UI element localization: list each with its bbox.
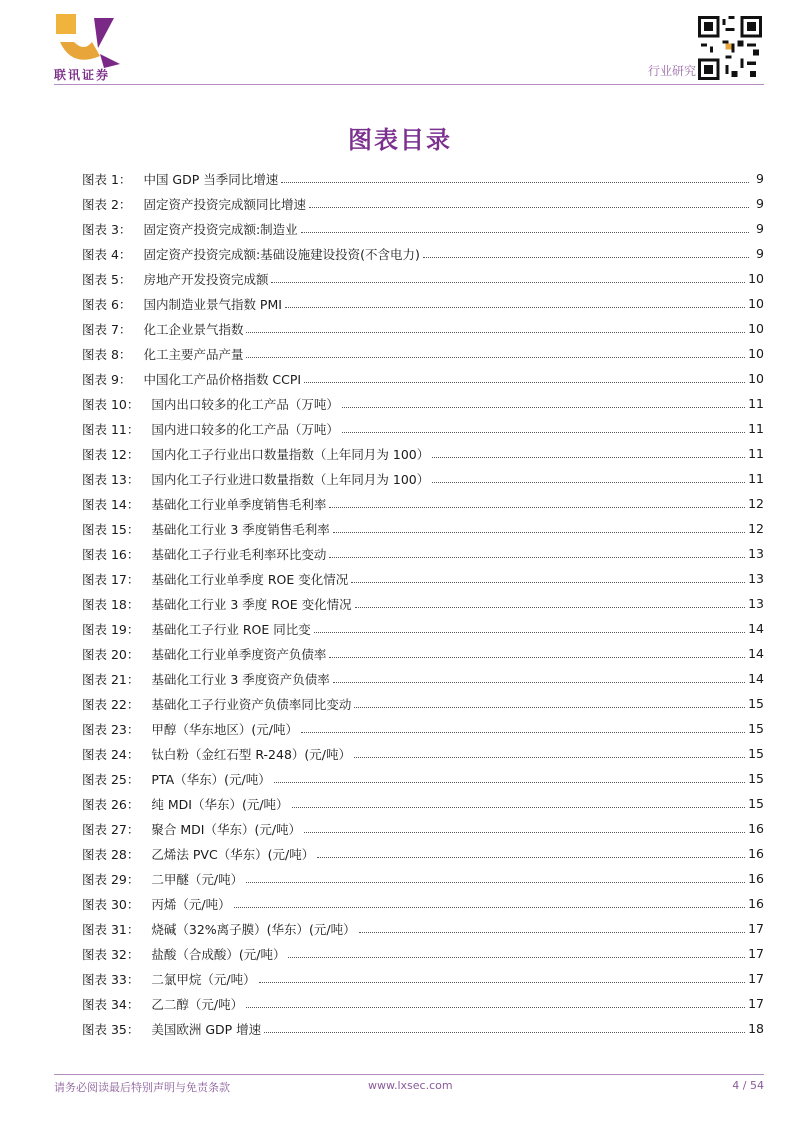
toc-entry-label: 图表 3： [82, 221, 132, 237]
toc-entry[interactable] [82, 466, 764, 491]
toc-dot-leader [292, 807, 746, 808]
toc-entry-label: 图表 22： [82, 696, 140, 712]
toc-dot-leader [234, 907, 745, 908]
toc-entry[interactable] [82, 891, 764, 916]
toc-entry[interactable] [82, 766, 764, 791]
toc-entry-page: 12 [748, 496, 764, 511]
toc-entry[interactable] [82, 441, 764, 466]
toc-entry-page: 17 [748, 921, 764, 936]
toc-dot-leader [342, 407, 745, 408]
toc-entry[interactable] [82, 316, 764, 341]
toc-entry-label: 图表 20： [82, 646, 140, 662]
toc-entry-page: 9 [756, 171, 764, 186]
toc-entry-page: 14 [748, 621, 764, 636]
toc-entry-title: 美国欧洲 GDP 增速 [151, 1021, 262, 1037]
toc-entry[interactable] [82, 741, 764, 766]
toc-entry-title: 二氯甲烷（元/吨） [151, 971, 256, 987]
toc-entry[interactable] [82, 216, 764, 241]
toc-dot-leader [304, 832, 745, 833]
footer-disclaimer: 请务必阅读最后特别声明与免责条款 [54, 1081, 230, 1094]
toc-entry[interactable] [82, 991, 764, 1016]
toc-entry-page: 18 [748, 1021, 764, 1036]
toc-dot-leader [304, 382, 745, 383]
toc-entry-title: 聚合 MDI（华东）(元/吨） [151, 821, 302, 837]
toc-entry-page: 16 [748, 896, 764, 911]
toc-entry-label: 图表 16： [82, 546, 140, 562]
toc-entry[interactable] [82, 541, 764, 566]
toc-entry-page: 13 [748, 596, 764, 611]
toc-entry-label: 图表 33： [82, 971, 140, 987]
toc-dot-leader [354, 757, 745, 758]
toc-entry[interactable] [82, 966, 764, 991]
toc-entry-label: 图表 26： [82, 796, 140, 812]
toc-entry[interactable] [82, 666, 764, 691]
toc-entry-page: 16 [748, 871, 764, 886]
toc-entry-label: 图表 35： [82, 1021, 140, 1037]
toc-entry-title: 基础化工子行业毛利率环比变动 [151, 546, 327, 562]
toc-entry-label: 图表 30： [82, 896, 140, 912]
toc-entry-label: 图表 13： [82, 471, 140, 487]
toc-entry[interactable] [82, 941, 764, 966]
toc-entry-title: 基础化工行业 3 季度 ROE 变化情况 [151, 596, 352, 612]
toc-entry-page: 10 [748, 371, 764, 386]
toc-dot-leader [314, 632, 745, 633]
toc-entry-label: 图表 11： [82, 421, 140, 437]
toc-entry-label: 图表 1： [82, 171, 132, 187]
toc-entry-title: 中国 GDP 当季同比增速 [143, 171, 279, 187]
toc-entry-label: 图表 2： [82, 196, 132, 212]
toc-entry-page: 14 [748, 646, 764, 661]
toc-entry-title: 基础化工子行业 ROE 同比变 [151, 621, 311, 637]
footer-rule [54, 1074, 764, 1075]
toc-dot-leader [274, 782, 745, 783]
toc-dot-leader [354, 707, 745, 708]
toc-entry-title: 钛白粉（金红石型 R-248）(元/吨） [151, 746, 352, 762]
toc-entry-page: 12 [748, 521, 764, 536]
toc-entry-title: PTA（华东）(元/吨） [151, 771, 271, 787]
toc-dot-leader [329, 657, 745, 658]
toc-dot-leader [264, 1032, 745, 1033]
footer-page-number: 4 / 54 [732, 1079, 764, 1092]
toc-dot-leader [342, 432, 745, 433]
toc-dot-leader [281, 182, 749, 183]
toc-dot-leader [285, 307, 745, 308]
toc-entry-title: 基础化工子行业资产负债率同比变动 [151, 696, 352, 712]
toc-entry-title: 基础化工行业单季度 ROE 变化情况 [151, 571, 349, 587]
toc-entry-page: 13 [748, 546, 764, 561]
toc-dot-leader [355, 607, 745, 608]
toc-dot-leader [333, 532, 745, 533]
toc-entry-title: 乙二醇（元/吨） [151, 996, 244, 1012]
toc-entry-label: 图表 21： [82, 671, 140, 687]
toc-entry-label: 图表 6： [82, 296, 132, 312]
toc-dot-leader [246, 1007, 745, 1008]
toc-entry-title: 国内制造业景气指数 PMI [143, 296, 282, 312]
toc-dot-leader [351, 582, 745, 583]
toc-entry-page: 15 [748, 746, 764, 761]
toc-entry[interactable] [82, 366, 764, 391]
toc-entry-title: 国内化工子行业进口数量指数（上年同月为 100） [151, 471, 430, 487]
toc-entry-label: 图表 18： [82, 596, 140, 612]
toc-entry-label: 图表 14： [82, 496, 140, 512]
toc-entry-title: 国内进口较多的化工产品（万吨） [151, 421, 339, 437]
toc-entry-page: 17 [748, 971, 764, 986]
toc-entry-title: 基础化工行业 3 季度资产负债率 [151, 671, 330, 687]
toc-entry-page: 17 [748, 996, 764, 1011]
toc-entry-title: 丙烯（元/吨） [151, 896, 231, 912]
toc-entry-label: 图表 15： [82, 521, 140, 537]
toc-entry[interactable] [82, 341, 764, 366]
header-rule [54, 84, 764, 85]
toc-entry-title: 基础化工行业单季度资产负债率 [151, 646, 327, 662]
toc-entry[interactable] [82, 916, 764, 941]
toc-entry-title: 化工企业景气指数 [143, 321, 244, 337]
toc-entry-page: 11 [748, 396, 764, 411]
toc-entry[interactable] [82, 166, 764, 191]
toc-entry-page: 9 [756, 196, 764, 211]
toc-entry-label: 图表 19： [82, 621, 140, 637]
toc-entry-page: 10 [748, 296, 764, 311]
toc-dot-leader [329, 557, 745, 558]
toc-entry-title: 甲醇（华东地区）(元/吨） [151, 721, 298, 737]
toc-entry-label: 图表 29： [82, 871, 140, 887]
toc-dot-leader [359, 932, 745, 933]
toc-dot-leader [288, 957, 745, 958]
toc-entry[interactable] [82, 191, 764, 216]
chart-index-list [82, 166, 764, 1041]
toc-entry-label: 图表 17： [82, 571, 140, 587]
toc-dot-leader [271, 282, 745, 283]
toc-entry[interactable] [82, 616, 764, 641]
toc-entry-label: 图表 28： [82, 846, 140, 862]
toc-entry-label: 图表 34： [82, 996, 140, 1012]
toc-entry-page: 10 [748, 346, 764, 361]
toc-entry[interactable] [82, 491, 764, 516]
toc-entry-label: 图表 5： [82, 271, 132, 287]
toc-dot-leader [333, 682, 745, 683]
toc-entry-page: 15 [748, 771, 764, 786]
toc-entry-title: 盐酸（合成酸）(元/吨） [151, 946, 286, 962]
toc-entry-label: 图表 10： [82, 396, 140, 412]
toc-entry-label: 图表 7： [82, 321, 132, 337]
page-title: 图表目录 [348, 125, 452, 154]
toc-entry-title: 基础化工行业 3 季度销售毛利率 [151, 521, 330, 537]
toc-entry-label: 图表 31： [82, 921, 140, 937]
toc-entry-page: 14 [748, 671, 764, 686]
toc-entry-title: 化工主要产品产量 [143, 346, 244, 362]
toc-entry-title: 固定资产投资完成额:基础设施建设投资(不含电力) [143, 246, 420, 262]
toc-entry-page: 16 [748, 846, 764, 861]
toc-entry[interactable] [82, 391, 764, 416]
toc-entry-page: 9 [756, 246, 764, 261]
toc-entry-page: 15 [748, 796, 764, 811]
toc-entry-page: 11 [748, 446, 764, 461]
toc-dot-leader [246, 357, 745, 358]
toc-entry-title: 基础化工行业单季度销售毛利率 [151, 496, 327, 512]
toc-dot-leader [329, 507, 745, 508]
toc-entry[interactable] [82, 866, 764, 891]
toc-entry[interactable] [82, 266, 764, 291]
toc-entry-title: 国内出口较多的化工产品（万吨） [151, 396, 339, 412]
toc-entry[interactable] [82, 566, 764, 591]
toc-entry-page: 10 [748, 271, 764, 286]
toc-entry-label: 图表 12： [82, 446, 140, 462]
toc-entry-title: 房地产开发投资完成额 [143, 271, 269, 287]
toc-entry-title: 纯 MDI（华东）(元/吨） [151, 796, 289, 812]
toc-entry[interactable] [82, 591, 764, 616]
toc-dot-leader [301, 732, 745, 733]
toc-entry[interactable] [82, 791, 764, 816]
toc-entry-title: 国内化工子行业出口数量指数（上年同月为 100） [151, 446, 430, 462]
toc-dot-leader [246, 332, 745, 333]
toc-dot-leader [259, 982, 745, 983]
toc-entry-label: 图表 23： [82, 721, 140, 737]
toc-dot-leader [301, 232, 749, 233]
toc-entry-page: 11 [748, 471, 764, 486]
toc-dot-leader [432, 482, 745, 483]
page-header [0, 0, 800, 90]
toc-entry[interactable] [82, 241, 764, 266]
toc-entry-label: 图表 9： [82, 371, 132, 387]
toc-entry-page: 11 [748, 421, 764, 436]
toc-entry[interactable] [82, 691, 764, 716]
toc-entry[interactable] [82, 841, 764, 866]
toc-dot-leader [432, 457, 745, 458]
toc-entry-label: 图表 27： [82, 821, 140, 837]
toc-entry-page: 15 [748, 696, 764, 711]
toc-entry-label: 图表 25： [82, 771, 140, 787]
toc-entry[interactable] [82, 641, 764, 666]
toc-entry-title: 乙烯法 PVC（华东）(元/吨） [151, 846, 315, 862]
toc-entry-title: 固定资产投资完成额同比增速 [143, 196, 306, 212]
toc-dot-leader [246, 882, 745, 883]
toc-entry-page: 17 [748, 946, 764, 961]
toc-entry[interactable] [82, 716, 764, 741]
toc-entry-page: 16 [748, 821, 764, 836]
toc-entry-title: 二甲醚（元/吨） [151, 871, 244, 887]
toc-entry[interactable] [82, 291, 764, 316]
toc-entry-title: 中国化工产品价格指数 CCPI [143, 371, 302, 387]
toc-entry-label: 图表 8： [82, 346, 132, 362]
toc-entry-title: 固定资产投资完成额:制造业 [143, 221, 298, 237]
toc-dot-leader [423, 257, 749, 258]
toc-dot-leader [317, 857, 745, 858]
toc-entry-label: 图表 4： [82, 246, 132, 262]
toc-entry[interactable] [82, 516, 764, 541]
toc-entry-page: 9 [756, 221, 764, 236]
footer-website-link[interactable]: www.lxsec.com [368, 1079, 453, 1092]
toc-entry[interactable] [82, 416, 764, 441]
toc-entry-title: 烧碱（32%离子膜）(华东）(元/吨） [151, 921, 356, 937]
toc-entry-page: 13 [748, 571, 764, 586]
qr-code-icon [698, 16, 762, 80]
toc-entry-page: 10 [748, 321, 764, 336]
logo-text: 联讯证券 [54, 68, 111, 82]
toc-entry-label: 图表 32： [82, 946, 140, 962]
toc-entry-page: 15 [748, 721, 764, 736]
toc-entry-label: 图表 24： [82, 746, 140, 762]
toc-entry[interactable] [82, 816, 764, 841]
toc-entry[interactable] [82, 1016, 764, 1041]
toc-dot-leader [309, 207, 749, 208]
section-label: 行业研究 [647, 64, 696, 78]
